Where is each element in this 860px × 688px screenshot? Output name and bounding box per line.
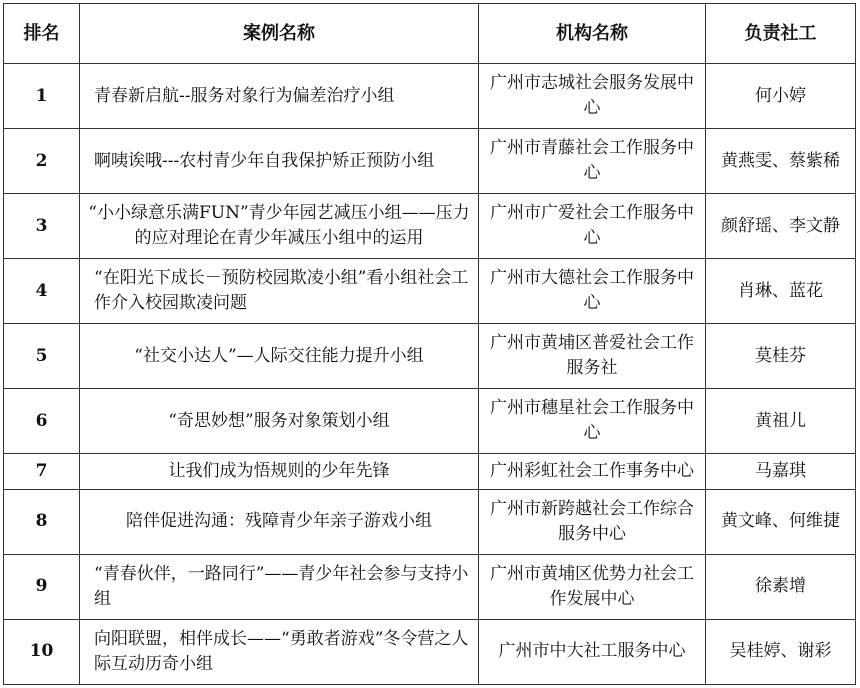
- header-social-worker: 负责社工: [706, 4, 856, 64]
- ranking-table: [3, 3, 856, 685]
- org-name-cell: 广州市穗星社会工作服务中心: [479, 389, 706, 454]
- org-name-cell: 广州市青藤社会工作服务中心: [479, 129, 706, 194]
- table-row: [4, 454, 856, 489]
- org-name-cell: 广州市广爱社会工作服务中心: [479, 194, 706, 259]
- rank-cell: 1: [4, 64, 80, 129]
- social-worker-cell: 黄燕雯、蔡紫稀: [706, 129, 856, 194]
- social-worker-cell: 马嘉琪: [706, 454, 856, 489]
- org-name-cell: 广州市黄埔区普爱社会工作服务社: [479, 324, 706, 389]
- case-name-cell: 陪伴促进沟通：残障青少年亲子游戏小组: [80, 489, 479, 554]
- case-name-cell: “小小绿意乐满FUN”青少年园艺减压小组——压力的应对理论在青少年减压小组中的运用: [80, 194, 479, 259]
- social-worker-cell: 莫桂芬: [706, 324, 856, 389]
- case-name-cell: “青春伙伴，一路同行”——青少年社会参与支持小组: [80, 554, 479, 619]
- header-org-name: 机构名称: [479, 4, 706, 64]
- social-worker-cell: 颜舒瑶、李文静: [706, 194, 856, 259]
- rank-cell: 9: [4, 554, 80, 619]
- header-row: [4, 4, 856, 64]
- org-name-cell: 广州市中大社工服务中心: [479, 619, 706, 684]
- rank-cell: 6: [4, 389, 80, 454]
- social-worker-cell: 黄祖儿: [706, 389, 856, 454]
- org-name-cell: 广州市新跨越社会工作综合服务中心: [479, 489, 706, 554]
- table-row: [4, 619, 856, 684]
- case-name-cell: 让我们成为悟规则的少年先锋: [80, 454, 479, 489]
- rank-cell: 8: [4, 489, 80, 554]
- case-name-cell: 青春新启航--服务对象行为偏差治疗小组: [80, 64, 479, 129]
- case-name-cell: “社交小达人”—人际交往能力提升小组: [80, 324, 479, 389]
- case-name-cell: 啊咦诶哦---农村青少年自我保护矫正预防小组: [80, 129, 479, 194]
- rank-cell: 10: [4, 619, 80, 684]
- case-name-cell: 向阳联盟，相伴成长——“勇敢者游戏”冬令营之人际互动历奇小组: [80, 619, 479, 684]
- social-worker-cell: 何小婷: [706, 64, 856, 129]
- table-row: [4, 489, 856, 554]
- table-row: [4, 389, 856, 454]
- rank-cell: 2: [4, 129, 80, 194]
- table-row: [4, 324, 856, 389]
- social-worker-cell: 黄文峰、何维捷: [706, 489, 856, 554]
- rank-cell: 5: [4, 324, 80, 389]
- social-worker-cell: 肖琳、蓝花: [706, 259, 856, 324]
- header-rank: 排名: [4, 4, 80, 64]
- org-name-cell: 广州市大德社会工作服务中心: [479, 259, 706, 324]
- rank-cell: 4: [4, 259, 80, 324]
- org-name-cell: 广州市黄埔区优势力社会工作发展中心: [479, 554, 706, 619]
- social-worker-cell: 吴桂婷、谢彩: [706, 619, 856, 684]
- case-name-cell: “在阳光下成长－预防校园欺凌小组”看小组社会工作介入校园欺凌问题: [80, 259, 479, 324]
- org-name-cell: 广州彩虹社会工作事务中心: [479, 454, 706, 489]
- header-case-name: 案例名称: [80, 4, 479, 64]
- org-name-cell: 广州市志城社会服务发展中心: [479, 64, 706, 129]
- rank-cell: 3: [4, 194, 80, 259]
- table-row: [4, 259, 856, 324]
- rank-cell: 7: [4, 454, 80, 489]
- table-row: [4, 64, 856, 129]
- table-row: [4, 554, 856, 619]
- case-name-cell: “奇思妙想”服务对象策划小组: [80, 389, 479, 454]
- table-row: [4, 129, 856, 194]
- table-row: [4, 194, 856, 259]
- social-worker-cell: 徐素增: [706, 554, 856, 619]
